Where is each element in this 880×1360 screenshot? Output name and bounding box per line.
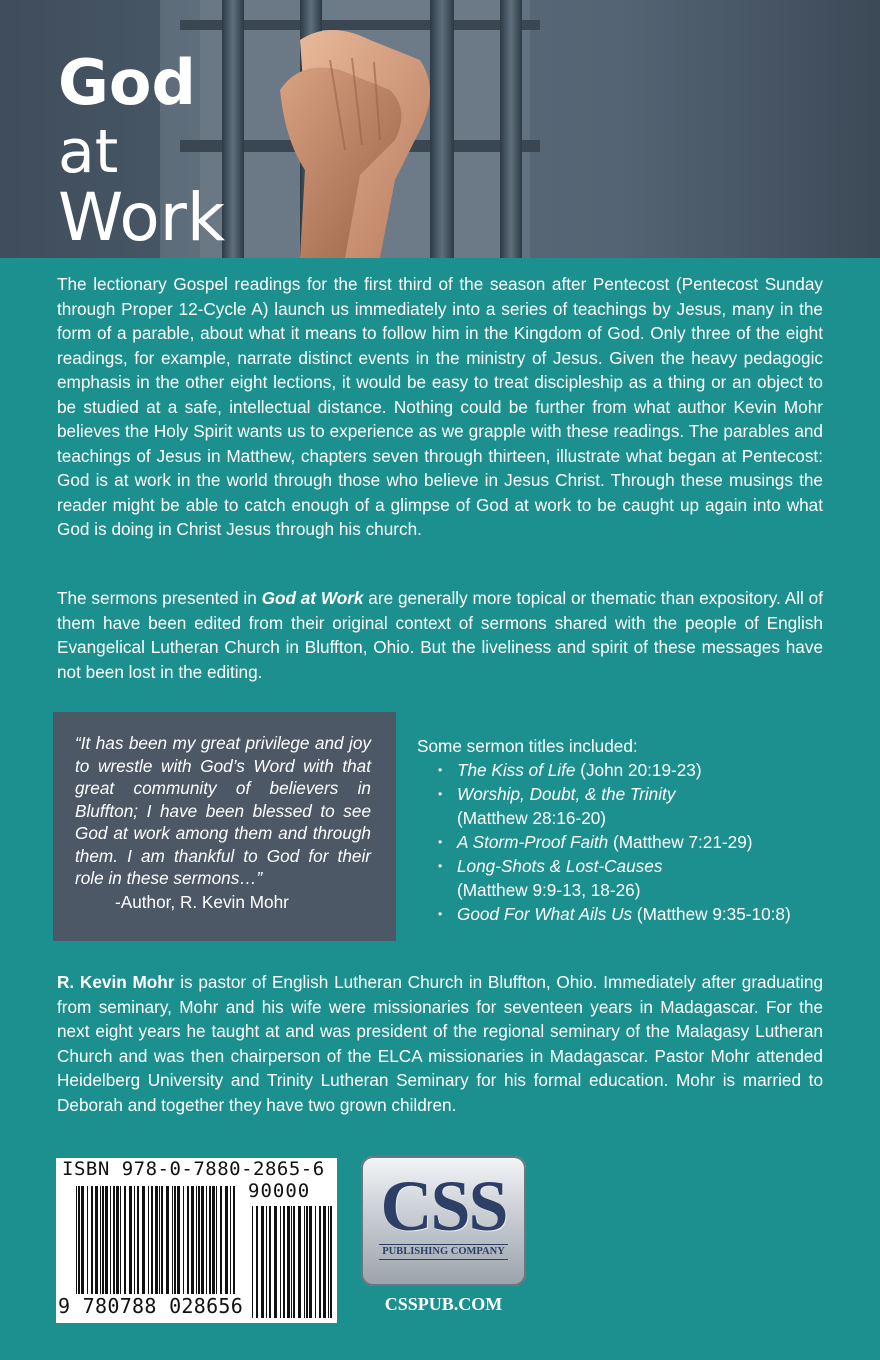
sermon-item [417, 758, 857, 782]
bullet-icon: • [438, 907, 443, 921]
barcode-bar [78, 1186, 80, 1294]
barcode-bar [183, 1186, 184, 1294]
barcode-bar [319, 1206, 321, 1318]
barcode-bar [76, 1186, 77, 1294]
bullet-icon: • [438, 859, 443, 873]
barcode-bar [91, 1186, 93, 1294]
sermon-reference: (John 20:19-23) [575, 760, 702, 780]
barcode-bar [233, 1186, 235, 1294]
barcode-bar [298, 1206, 301, 1318]
author-quote-box [53, 712, 396, 941]
barcode-bar [287, 1206, 290, 1318]
barcode-bar [105, 1186, 108, 1294]
sermon-title: Long-Shots & Lost-Causes [457, 856, 663, 876]
bullet-icon: • [438, 763, 443, 777]
sermon-item [417, 902, 857, 926]
barcode-bar [161, 1186, 163, 1294]
barcode-bar [120, 1186, 121, 1294]
barcode-bar [309, 1206, 312, 1318]
sermon-titles-list [417, 758, 857, 926]
publisher-logo [361, 1156, 526, 1286]
barcode-bar [291, 1206, 292, 1318]
inline-book-title: God at Work [261, 588, 364, 608]
barcode-bar [81, 1186, 84, 1294]
sermon-reference: (Matthew 9:9-13, 18-26) [457, 880, 641, 900]
barcode-bar [177, 1186, 180, 1294]
barcode-bar [306, 1206, 308, 1318]
barcode-bar [201, 1186, 204, 1294]
sermon-titles-section [417, 734, 857, 926]
sermon-reference: (Matthew 9:35-10:8) [632, 904, 791, 924]
sermon-title: Worship, Doubt, & the Trinity [457, 784, 676, 804]
barcode-bar [293, 1206, 295, 1318]
barcode-bar [220, 1186, 222, 1294]
sermon-title: The Kiss of Life [457, 760, 576, 780]
barcode-bar [261, 1206, 264, 1318]
barcode-bar [187, 1186, 189, 1294]
book-title-line-2: at [58, 117, 119, 187]
barcode-bar [198, 1186, 200, 1294]
author-bio-text: is pastor of English Lutheran Church in Bluffton, Ohio. Immediately after graduating from seminary, Mohr and his wife were missionaries for seventeen years in Madagascar. For the next eight years he taught at and was president of the regional seminary of the Malagasy Lutheran Church and was then chairperson of the ELCA missionaries in Madagascar. Pastor Mohr attended Heidelberg University and Trinity Lutheran Seminary for his formal education. Mohr is married to Deborah and together they have two grown children. [57, 972, 823, 1115]
barcode-bar [95, 1186, 98, 1294]
barcode-bar [330, 1206, 332, 1318]
barcode-bar [110, 1186, 111, 1294]
description-paragraph-2 [57, 586, 823, 684]
sermon-reference: (Matthew 28:16-20) [457, 808, 607, 828]
barcode-bar [166, 1186, 169, 1294]
sermon-title: Good For What Ails Us [457, 904, 633, 924]
book-title-line-1: God [58, 46, 196, 119]
barcode-bar [225, 1186, 228, 1294]
author-quote-text: “It has been my great privilege and joy to wrestle with God’s Word with that great community of believers in Bluffton; I have been blessed to see God at work among them and through them. I am thankful to God for their role in these sermons…” [75, 733, 371, 888]
barcode-bar [155, 1186, 158, 1294]
barcode-bar [216, 1186, 217, 1294]
barcode-bar [323, 1206, 326, 1318]
barcode-bar [142, 1186, 145, 1294]
barcode-bar [196, 1186, 197, 1294]
sermon-titles-intro: Some sermon titles included: [417, 736, 638, 756]
ean-number: 9 780788 028656 [58, 1294, 244, 1318]
barcode-bar [274, 1206, 277, 1318]
author-quote-attribution: -Author, R. Kevin Mohr [115, 892, 289, 912]
barcode-bar [191, 1186, 194, 1294]
sermon-item [417, 830, 857, 854]
barcode-bar [252, 1206, 253, 1318]
publisher-logo-subtext: PUBLISHING COMPANY [379, 1244, 508, 1260]
barcode-bar [159, 1186, 160, 1294]
barcode-bar [172, 1186, 173, 1294]
barcode-bar [266, 1206, 267, 1318]
sermon-title: A Storm-Proof Faith [457, 832, 609, 852]
cover-header [0, 0, 880, 258]
book-title-line-3: Work [58, 179, 226, 256]
isbn-number: ISBN 978-0-7880-2865-6 [62, 1158, 325, 1180]
barcode-bar [315, 1206, 316, 1318]
barcode-bar [280, 1206, 281, 1318]
barcode-bar [148, 1186, 149, 1294]
sermon-item [417, 854, 857, 902]
barcode-bar [256, 1206, 258, 1318]
barcode-bar [304, 1206, 305, 1318]
sermon-reference: (Matthew 7:21-29) [608, 832, 753, 852]
barcode-bar [230, 1186, 231, 1294]
publisher-website: CSSPUB.COM [384, 1294, 503, 1314]
author-bio [57, 970, 823, 1117]
barcode-bar [87, 1186, 88, 1294]
barcode-bar [206, 1186, 207, 1294]
barcode-bar [328, 1206, 329, 1318]
barcode-bar [129, 1186, 132, 1294]
barcode-bar [100, 1186, 101, 1294]
publisher-logo-text: CSS [380, 1166, 507, 1246]
barcode-bar [283, 1206, 285, 1318]
barcode-bar [134, 1186, 135, 1294]
barcode-bar [137, 1186, 139, 1294]
barcode-bar [174, 1186, 176, 1294]
barcode-bar [102, 1186, 104, 1294]
barcode-bar [116, 1186, 119, 1294]
paragraph-2-lead: The sermons presented in [57, 588, 262, 608]
author-name: R. Kevin Mohr [57, 972, 175, 992]
barcode-bar [151, 1186, 153, 1294]
barcode-bar [124, 1186, 126, 1294]
bullet-icon: • [438, 787, 443, 801]
barcode-bar [209, 1186, 211, 1294]
barcode-bar [269, 1206, 271, 1318]
description-paragraph-1: The lectionary Gospel readings for the first third of the season after Pentecost (Pentecost Sunday through Proper 12-Cycle A) launch us immediately into a series of teachings by Jesus, many in the form of a parable, about what it means to follow him in the Kingdom of God. Only three of the eight readings, for example, narrate distinct events in the ministry of Jesus. Given the heavy pedagogic emphasis in the other eight lections, it would be easy to treat discipleship as a thing or an object to be studied at a safe, intellectual distance. Nothing could be further from what author Kevin Mohr believes the Holy Spirit wants us to experience as we grapple with these readings. The parables and teachings of Jesus in Matthew, chapters seven through thirteen, illustrate what began at Pentecost: God is at work in the world through those who believe in Jesus Christ. Through these musings the reader might be able to catch enough of a glimpse of God at work to be caught up again into what God is doing in Christ Jesus through his church. [57, 274, 823, 539]
sermon-item [417, 782, 857, 830]
price-code: 90000 [248, 1180, 311, 1202]
barcode-bar [113, 1186, 115, 1294]
barcode-bar [212, 1186, 215, 1294]
bullet-icon: • [438, 835, 443, 849]
isbn-barcode [56, 1158, 337, 1323]
paragraph-2-rest: are generally more topical or thematic than expository. All of them have been edited from their original context of sermons shared with the people of English Evangelical Lutheran Church in Bluffton, Ohio. But the liveliness and spirit of these messages have not been lost in the editing. [57, 588, 823, 682]
